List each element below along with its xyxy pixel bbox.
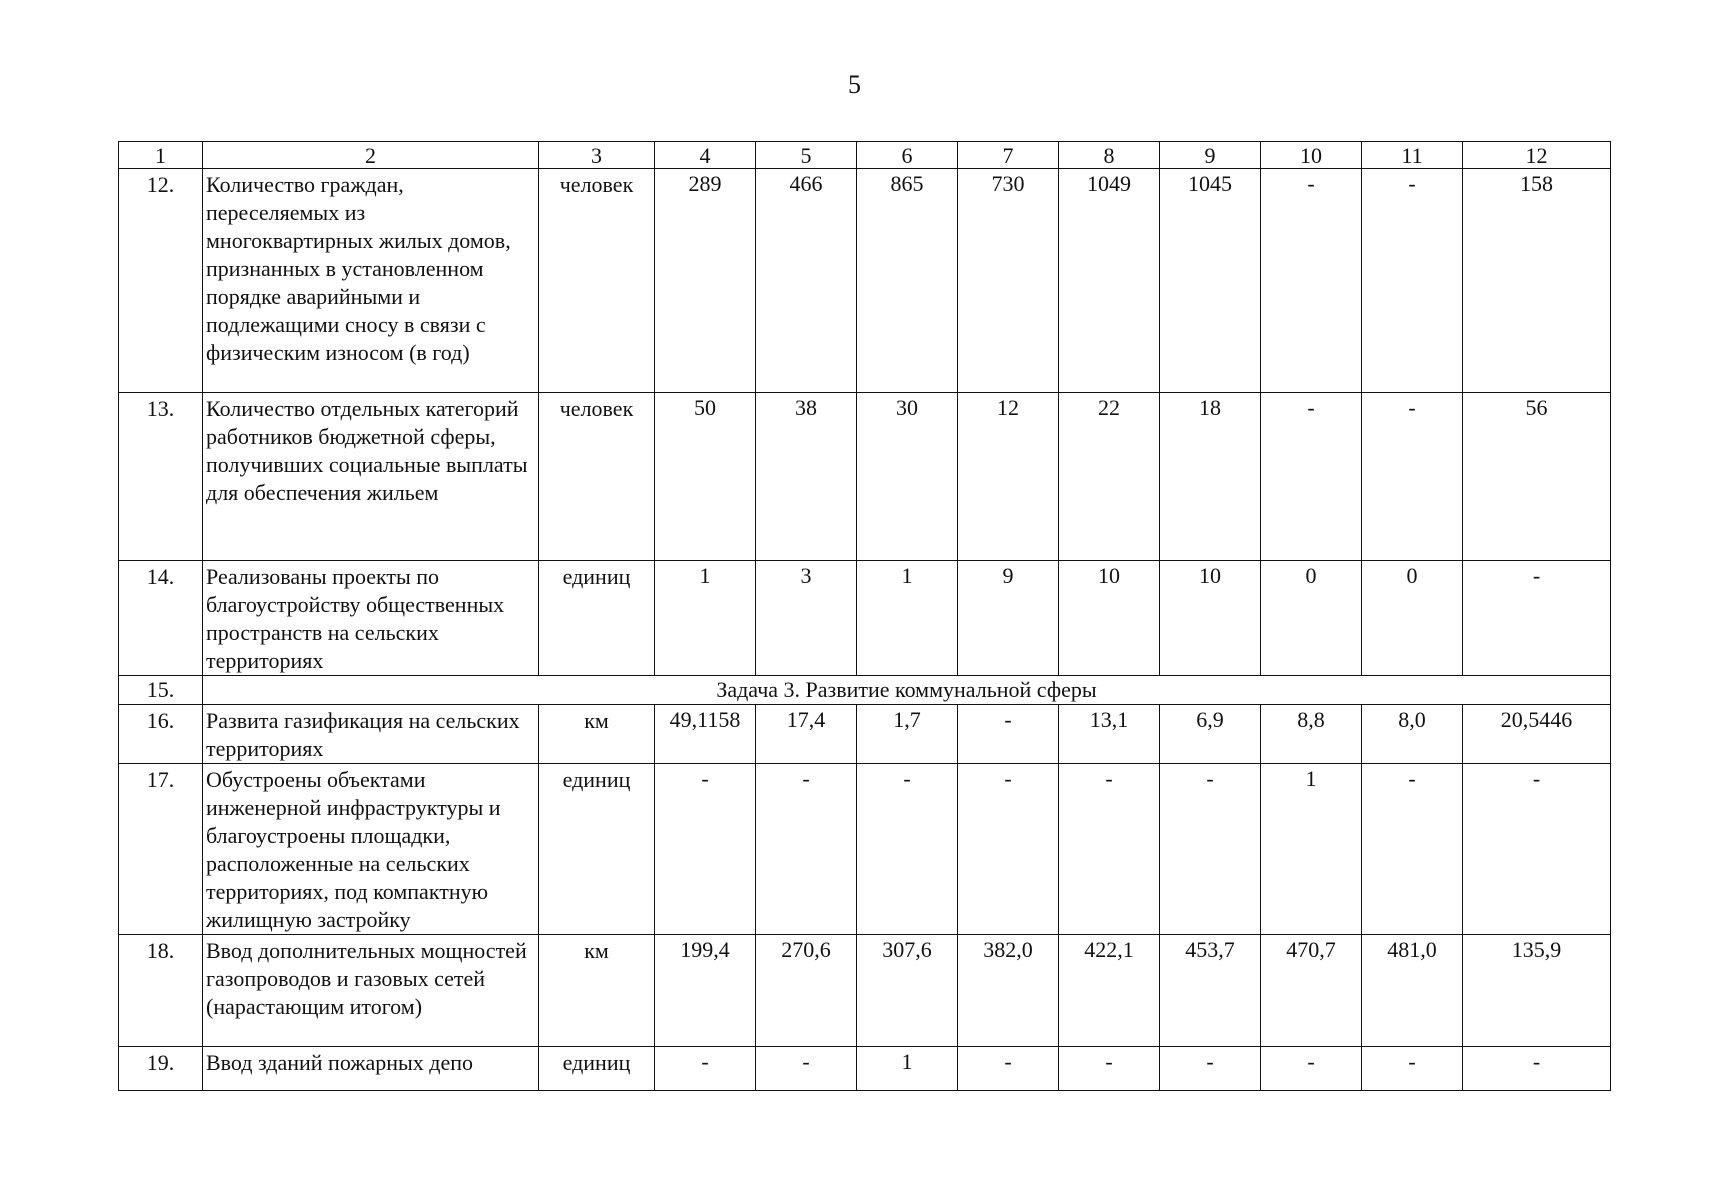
value-cell: 307,6 xyxy=(857,935,958,1047)
row-number: 16. xyxy=(119,705,203,764)
table-row xyxy=(119,935,1611,1047)
value-cell: 466 xyxy=(756,169,857,393)
value-cell: - xyxy=(958,705,1059,764)
value-cell: 199,4 xyxy=(655,935,756,1047)
page-number: 5 xyxy=(848,70,861,99)
value-cell: - xyxy=(1463,1047,1611,1091)
column-header: 2 xyxy=(203,142,539,169)
value-cell: - xyxy=(655,764,756,935)
unit-cell: человек xyxy=(539,169,655,393)
value-cell: - xyxy=(1362,764,1463,935)
value-cell: 20,5446 xyxy=(1463,705,1611,764)
unit-cell: единиц xyxy=(539,561,655,676)
value-cell: - xyxy=(1362,1047,1463,1091)
value-cell: 56 xyxy=(1463,393,1611,561)
table-row xyxy=(119,393,1611,561)
value-cell: - xyxy=(756,764,857,935)
value-cell: 289 xyxy=(655,169,756,393)
value-cell: - xyxy=(958,1047,1059,1091)
value-cell: 1 xyxy=(857,1047,958,1091)
unit-cell: единиц xyxy=(539,764,655,935)
indicator-name: Обустроены объектами инженерной инфраструктуры и благоустроены площадки, расположенные на сельских территориях, под компактную жилищную застройку xyxy=(203,764,539,935)
value-cell: 135,9 xyxy=(1463,935,1611,1047)
unit-cell: км xyxy=(539,705,655,764)
row-number: 14. xyxy=(119,561,203,676)
value-cell: 1 xyxy=(655,561,756,676)
table-row xyxy=(119,1047,1611,1091)
task-heading: Задача 3. Развитие коммунальной сферы xyxy=(203,676,1611,705)
value-cell: 1045 xyxy=(1160,169,1261,393)
indicator-name: Ввод дополнительных мощностей газопроводов и газовых сетей (нарастающим итогом) xyxy=(203,935,539,1047)
value-cell: 158 xyxy=(1463,169,1611,393)
value-cell: 481,0 xyxy=(1362,935,1463,1047)
value-cell: - xyxy=(1160,764,1261,935)
indicator-name: Реализованы проекты по благоустройству общественных пространств на сельских территориях xyxy=(203,561,539,676)
value-cell: 6,9 xyxy=(1160,705,1261,764)
value-cell: - xyxy=(1362,393,1463,561)
value-cell: - xyxy=(1059,1047,1160,1091)
value-cell: - xyxy=(756,1047,857,1091)
indicator-name: Количество граждан, переселяемых из многоквартирных жилых домов, признанных в установленном порядке аварийными и подлежащими сносу в связи с физическим износом (в год) xyxy=(203,169,539,393)
column-header: 11 xyxy=(1362,142,1463,169)
row-number: 18. xyxy=(119,935,203,1047)
value-cell: 453,7 xyxy=(1160,935,1261,1047)
unit-cell: км xyxy=(539,935,655,1047)
row-number: 12. xyxy=(119,169,203,393)
value-cell: 9 xyxy=(958,561,1059,676)
value-cell: 8,0 xyxy=(1362,705,1463,764)
task-row xyxy=(119,676,1611,705)
value-cell: 0 xyxy=(1261,561,1362,676)
table-row xyxy=(119,561,1611,676)
value-cell: 12 xyxy=(958,393,1059,561)
value-cell: - xyxy=(1160,1047,1261,1091)
value-cell: 382,0 xyxy=(958,935,1059,1047)
value-cell: 49,1158 xyxy=(655,705,756,764)
unit-cell: единиц xyxy=(539,1047,655,1091)
column-header: 12 xyxy=(1463,142,1611,169)
row-number: 19. xyxy=(119,1047,203,1091)
value-cell: - xyxy=(1261,1047,1362,1091)
indicator-name: Ввод зданий пожарных депо xyxy=(203,1047,539,1091)
value-cell: 1049 xyxy=(1059,169,1160,393)
column-header: 3 xyxy=(539,142,655,169)
value-cell: - xyxy=(857,764,958,935)
row-number: 15. xyxy=(119,676,203,705)
value-cell: - xyxy=(1261,393,1362,561)
value-cell: 0 xyxy=(1362,561,1463,676)
value-cell: 865 xyxy=(857,169,958,393)
value-cell: - xyxy=(1362,169,1463,393)
column-header: 5 xyxy=(756,142,857,169)
value-cell: 3 xyxy=(756,561,857,676)
value-cell: 1,7 xyxy=(857,705,958,764)
value-cell: 422,1 xyxy=(1059,935,1160,1047)
unit-cell: человек xyxy=(539,393,655,561)
value-cell: 10 xyxy=(1059,561,1160,676)
column-header: 1 xyxy=(119,142,203,169)
value-cell: - xyxy=(655,1047,756,1091)
row-number: 17. xyxy=(119,764,203,935)
value-cell: 730 xyxy=(958,169,1059,393)
value-cell: - xyxy=(958,764,1059,935)
value-cell: 22 xyxy=(1059,393,1160,561)
value-cell: - xyxy=(1059,764,1160,935)
value-cell: 30 xyxy=(857,393,958,561)
row-number: 13. xyxy=(119,393,203,561)
value-cell: - xyxy=(1261,169,1362,393)
column-header: 10 xyxy=(1261,142,1362,169)
value-cell: - xyxy=(1463,764,1611,935)
value-cell: 270,6 xyxy=(756,935,857,1047)
column-header: 9 xyxy=(1160,142,1261,169)
value-cell: 10 xyxy=(1160,561,1261,676)
column-header: 6 xyxy=(857,142,958,169)
column-header: 7 xyxy=(958,142,1059,169)
value-cell: 17,4 xyxy=(756,705,857,764)
value-cell: 1 xyxy=(1261,764,1362,935)
value-cell: 8,8 xyxy=(1261,705,1362,764)
value-cell: 50 xyxy=(655,393,756,561)
value-cell: 38 xyxy=(756,393,857,561)
column-number-row xyxy=(119,142,1611,169)
value-cell: 18 xyxy=(1160,393,1261,561)
table-row xyxy=(119,169,1611,393)
indicator-name: Развита газификация на сельских территориях xyxy=(203,705,539,764)
value-cell: - xyxy=(1463,561,1611,676)
value-cell: 470,7 xyxy=(1261,935,1362,1047)
indicators-table xyxy=(118,141,1611,1091)
value-cell: 13,1 xyxy=(1059,705,1160,764)
column-header: 4 xyxy=(655,142,756,169)
value-cell: 1 xyxy=(857,561,958,676)
table-row xyxy=(119,764,1611,935)
column-header: 8 xyxy=(1059,142,1160,169)
indicator-name: Количество отдельных категорий работников бюджетной сферы, получивших социальные выплаты для обеспечения жильем xyxy=(203,393,539,561)
table-row xyxy=(119,705,1611,764)
